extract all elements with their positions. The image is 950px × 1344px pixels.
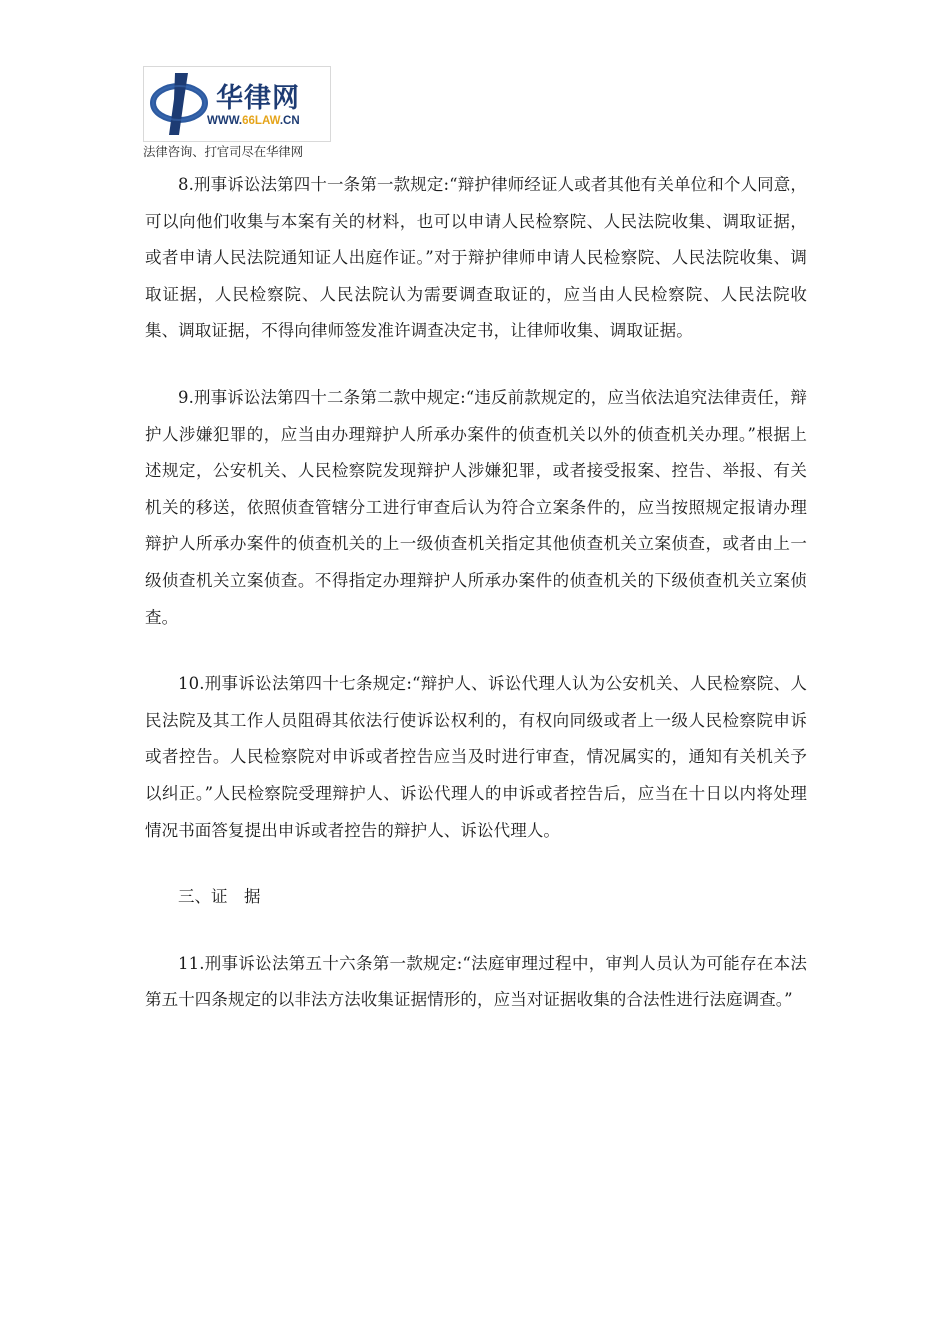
site-logo xyxy=(143,66,331,158)
paragraph-8: 8.刑事诉讼法第四十一条第一款规定:“辩护律师经证人或者其他有关单位和个人同意，可以向他们收集与本案有关的材料，也可以申请人民检察院、人民法院收集、调取证据，或者申请人民法院通知证人出庭作证。”对于辩护律师申请人民检察院、人民法院收集、调取证据，人民检察院、人民法院认为需要调查取证的，应当由人民检察院、人民法院收集、调取证据，不得向律师签发准许调查决定书，让律师收集、调取证据。 xyxy=(145,175,807,341)
paragraph-9: 9.刑事诉讼法第四十二条第二款中规定:“违反前款规定的，应当依法追究法律责任，辩护人涉嫌犯罪的，应当由办理辩护人所承办案件的侦查机关以外的侦查机关办理。”根据上述规定，公安机关、人民检察院发现辩护人涉嫌犯罪，或者接受报案、控告、举报、有关机关的移送，依照侦查管辖分工进行审查后认为符合立案条件的，应当按照规定报请办理辩护人所承办案件的侦查机关的上一级侦查机关指定其他侦查机关立案侦查，或者由上一级侦查机关立案侦查。不得指定办理辩护人所承办案件的侦查机关的下级侦查机关立案侦查。 xyxy=(145,387,807,627)
paragraph-11: 11.刑事诉讼法第五十六条第一款规定:“法庭审理过程中，审判人员认为可能存在本法第五十四条规定的以非法方法收集证据情形的，应当对证据收集的合法性进行法庭调查。” xyxy=(145,953,807,1010)
logo-slogan: 法律咨询、打官司尽在华律网 xyxy=(143,144,303,159)
logo-box xyxy=(143,66,331,142)
document-body xyxy=(145,167,807,1049)
logo-url-suffix: .CN xyxy=(279,115,300,127)
logo-url-highlight: 66LAW xyxy=(242,115,280,127)
logo-url-prefix: WWW. xyxy=(207,115,243,127)
logo-url xyxy=(207,115,300,127)
logo-name: 华律网 xyxy=(216,83,300,114)
section-heading: 三、证 据 xyxy=(178,887,261,907)
phi-letter-logo-icon xyxy=(148,69,214,137)
paragraph-10: 10.刑事诉讼法第四十七条规定:“辩护人、诉讼代理人认为公安机关、人民检察院、人民法院及其工作人员阻碍其依法行使诉讼权利的，有权向同级或者上一级人民检察院申诉或者控告。人民检察院对申诉或者控告应当及时进行审查，情况属实的，通知有关机关予以纠正。”人民检察院受理辩护人、诉讼代理人的申诉或者控告后，应当在十日以内将处理情况书面答复提出申诉或者控告的辩护人、诉讼代理人。 xyxy=(145,674,807,840)
